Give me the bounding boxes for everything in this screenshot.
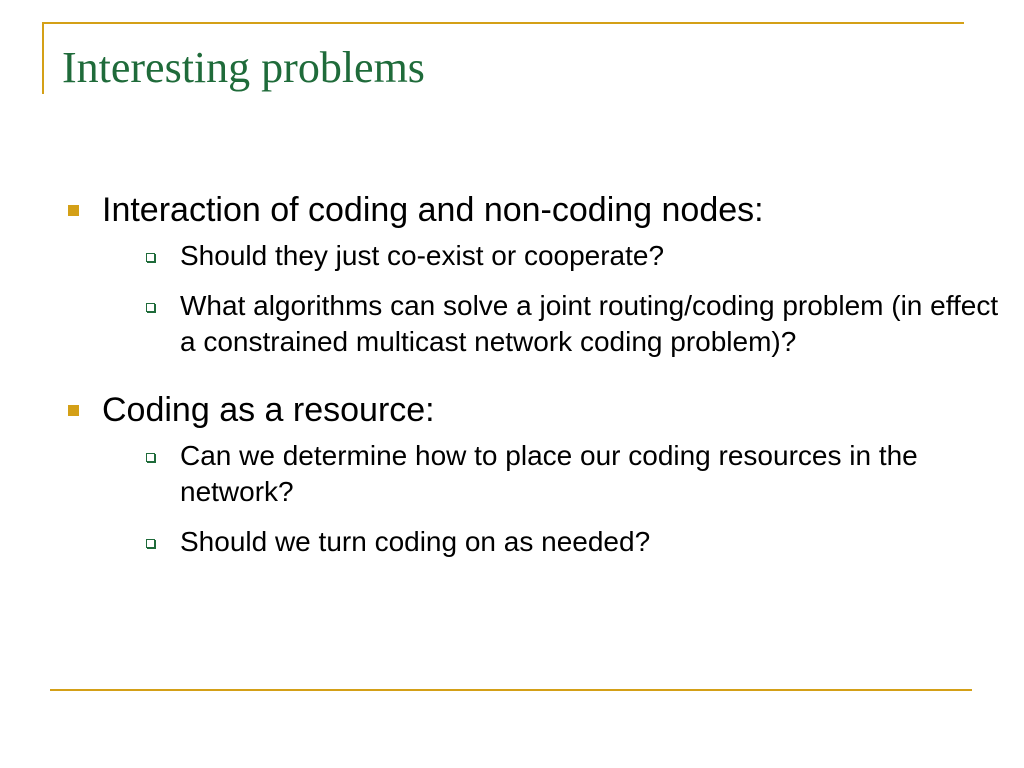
hollow-square-bullet-icon	[146, 539, 155, 548]
bullet-list	[60, 188, 999, 560]
sub-bullet-list	[102, 438, 960, 560]
bullet-text: Interaction of coding and non-coding nodes:	[102, 191, 764, 229]
filled-square-bullet-icon	[68, 205, 79, 216]
left-accent-line	[42, 22, 44, 94]
sub-bullet-text: What algorithms can solve a joint routing/coding problem (in effect a constrained multicast network coding problem)?	[180, 290, 999, 357]
sub-bullet-text: Should they just co-exist or cooperate?	[180, 240, 665, 271]
bullet-item	[60, 188, 999, 360]
sub-bullet-item	[102, 524, 1000, 560]
top-accent-line	[42, 22, 964, 24]
sub-bullet-item	[102, 288, 1000, 360]
sub-bullet-text: Should we turn coding on as needed?	[180, 526, 651, 557]
sub-bullet-text: Can we determine how to place our coding resources in the network?	[180, 440, 918, 507]
sub-bullet-list	[102, 238, 999, 360]
bullet-item	[60, 388, 960, 560]
filled-square-bullet-icon	[68, 405, 79, 416]
sub-bullet-item	[102, 238, 1000, 274]
hollow-square-bullet-icon	[146, 253, 155, 262]
hollow-square-bullet-icon	[146, 303, 155, 312]
sub-bullet-item	[102, 438, 1000, 510]
hollow-square-bullet-icon	[146, 453, 155, 462]
bottom-accent-line	[50, 689, 972, 691]
slide-title: Interesting problems	[62, 43, 425, 92]
bullet-text: Coding as a resource:	[102, 391, 435, 429]
